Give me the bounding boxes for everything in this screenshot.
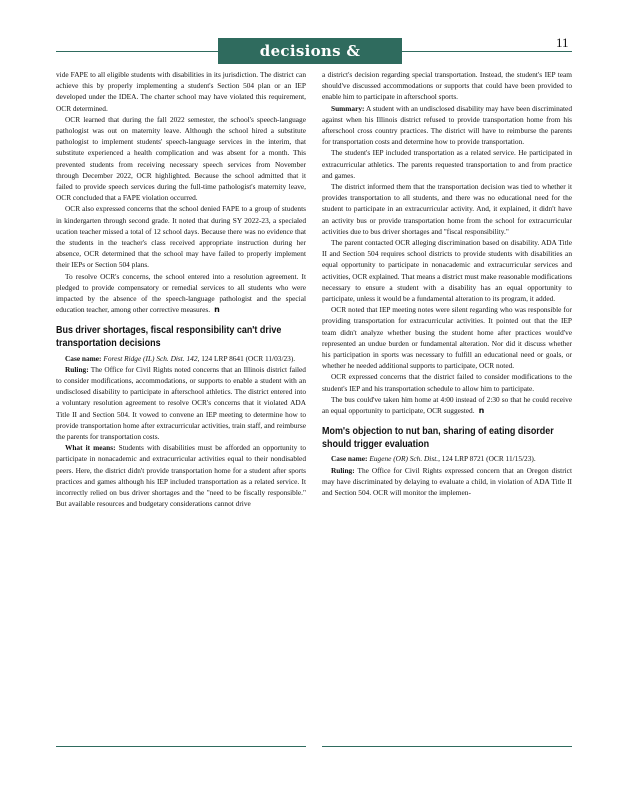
paragraph: The student's IEP included transportation as a related service. He participated in extracurricular athletics. The parents requested transportation to and from practice and games. [322,148,572,180]
case-name-line [322,453,572,464]
ruling-label: Ruling: [331,465,355,475]
ruling-paragraph [322,465,572,499]
case-name-line [56,353,306,364]
summary-paragraph [322,103,572,148]
case-citation: , 124 LRP 8721 (OCR 11/15/23). [438,454,536,464]
page-number: 11 [556,35,569,50]
ruling-text: The Office for Civil Rights expressed concern that an Oregon district may have discriminated by delaying to evaluate a child, in violation of ADA Title II and Section 504. OCR will monitor the implemen- [322,465,572,498]
end-mark: n [478,406,485,416]
left-column [56,69,306,510]
ruling-label: Ruling: [65,364,89,374]
case-name-label: Case name: [65,353,102,363]
right-column [322,69,572,498]
paragraph: OCR learned that during the fall 2022 semester, the school's speech-language pathologist was out on maternity leave. Although the school hired a substitute pathologist to implement students' speech-language services in the interim, that substitute experienced a health complication and was absent for a month. This prevented students from receiving necessary speech services from November through December 2022, OCR highlighted. Because the school admitted that it failed to provide speech services during the full-time pathologist's maternity leave, OCR concluded that a FAPE violation occurred. [56,114,306,203]
case-name: Eugene (OR) Sch. Dist. [369,454,439,464]
case-citation: , 124 LRP 8641 (OCR 11/03/23). [197,353,296,363]
means-text: Students with disabilities must be afforded an opportunity to participate in nonacademic and extracurricular activities equal to their nondisabled peers. Here, the district didn't provide transportation home for a student after sports practices and games although his IEP included transportation as a related service. It incorrectly relied on bus driver shortages and the "need to be fiscally responsible." But available resources and budgetary considerations cannot drive [56,443,306,509]
paragraph-text: The bus could've taken him home at 4:00 instead of 2:30 so that he could receive an equal opportunity to participate, OCR suggested. [322,394,572,416]
paragraph: a district's decision regarding special transportation. Instead, the student's IEP team should've discussed accommodations or supports that could have been provided to enable him to participate in afterschool sports. [322,70,572,102]
end-mark: n [214,305,220,315]
paragraph: vide FAPE to all eligible students with disabilities in its jurisdiction. The district can achieve this by properly implementing a student's Section 504 plan or an IEP developed under the IDEA. The charter school may have violated this requirement, OCR determined. [56,70,306,113]
summary-text: A student with an undisclosed disability may have been discriminated against when his Illinois district refused to provide transportation home from his afterschool cross country practices. The district will have to reimburse the parents for transportation costs and determine how to provide transportation. [322,103,572,147]
paragraph [56,271,306,316]
paragraph: OCR expressed concerns that the district failed to consider modifications to the student's IEP and his transportation schedule to allow him to participate. [322,372,572,393]
case-name-label: Case name: [331,454,368,464]
summary-label: Summary: [331,103,365,113]
paragraph: The district informed them that the transportation decision was tied to whether it provides transportation to all students, and there was no educational need for the student to participate in an extracurricular activity. And, it explained, it didn't have an activity bus or provide transportation home from the school for extracurricular activities due to bus driver shortages and "fiscal responsibility." [322,182,572,236]
paragraph: OCR also expressed concerns that the school denied FAPE to a group of students in kindergarten through second grade. It noted that during SY 2022-23, a specialed ucation teacher missed a total of 12 school days. Because there was no evidence that the students in the teacher's class received appropriate instruction during her absence, OCR determined that the school may have failed to properly implement their IEPs or Section 504 plans. [56,204,306,270]
paragraph: OCR noted that IEP meeting notes were silent regarding who was responsible for providing transportation for extracurricular activities. It pointed out that the IEP team didn't analyze whether busing the student home after practices would've represented an undue burden or fundamental alteration. Nor did it discuss whether his participation in sports was necessary to fulfill an educational need or goals, or whether he needed additional supports to participate, OCR noted. [322,305,572,371]
means-label: What it means: [65,443,116,453]
ruling-text: The Office for Civil Rights noted concerns that an Illinois district failed to consider modifications, accommodations, or supports to enable a student with an undisclosed disability to participate in afterschool athletics. The district entered into a voluntary resolution agreement to resolve OCR's concerns that it violated ADA Title II and Section 504. It vowed to convene an IEP meeting to determine how to provide transportation home after extracurricular activities, train staff, and reimburse the parents for transportation costs. [56,364,306,442]
article-title: Mom's objection to nut ban, sharing of eating disorder should trigger evaluation [322,426,554,450]
ruling-paragraph [56,364,306,442]
paragraph [322,394,572,416]
article-title: Bus driver shortages, fiscal responsibility can't drive transportation decisions [56,325,282,350]
paragraph: The parent contacted OCR alleging discrimination based on disability. ADA Title II and Section 504 requires school districts to provide students with disabilities an equal opportunity to participate in nonacademic and extracurricular services and activities, OCR explained. That means a district must make reasonable modifications necessary to ensure a student with a disability has an equal opportunity to participate, unless it would be a fundamental alteration to its program, it added. [322,238,572,304]
footer-rule-left [56,746,306,747]
section-banner: decisions & guidance [218,38,402,64]
means-paragraph [56,442,306,509]
case-name: Forest Ridge (IL) Sch. Dist. 142 [103,353,198,363]
footer-rule-right [322,746,572,747]
paragraph-text: To resolve OCR's concerns, the school entered into a resolution agreement. It pledged to provide compensatory or remedial services to all students who were impacted by the absence of the speech-language pathologist and the special education teacher, among other corrective measures. [56,271,306,315]
